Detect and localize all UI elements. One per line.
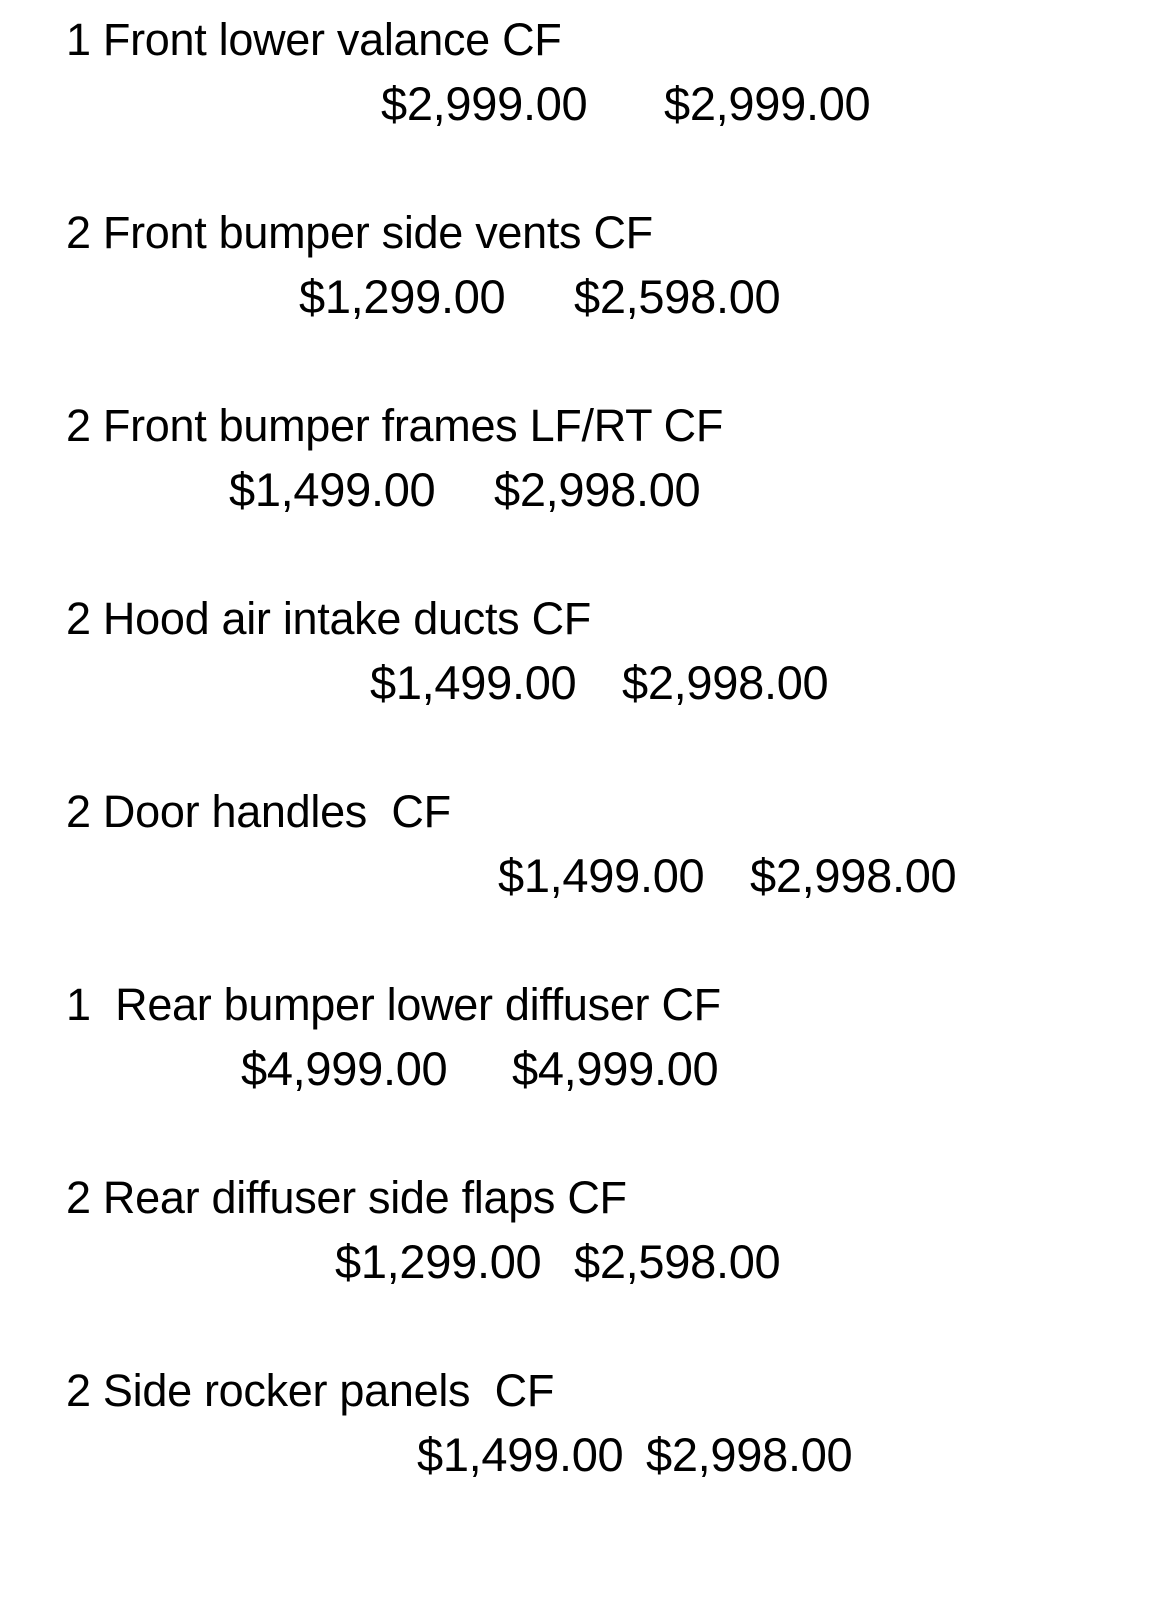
item-total: $2,998.00 <box>646 1428 853 1481</box>
item-description: 1 Front lower valance CF <box>66 14 562 65</box>
item-unit-price: $4,999.00 <box>241 1042 448 1095</box>
item-description: 2 Side rocker panels CF <box>66 1365 555 1416</box>
item-total: $2,598.00 <box>574 1235 781 1288</box>
item-total: $2,998.00 <box>750 849 957 902</box>
item-description: 2 Hood air intake ducts CF <box>66 593 591 644</box>
item-unit-price: $1,499.00 <box>229 463 436 516</box>
item-total: $2,598.00 <box>574 270 781 323</box>
item-total: $4,999.00 <box>512 1042 719 1095</box>
item-unit-price: $1,499.00 <box>498 849 705 902</box>
item-description: 2 Door handles CF <box>66 786 451 837</box>
item-total: $2,999.00 <box>664 77 871 130</box>
item-total: $2,998.00 <box>622 656 829 709</box>
item-unit-price: $1,499.00 <box>370 656 577 709</box>
item-unit-price: $1,499.00 <box>417 1428 624 1481</box>
item-total: $2,998.00 <box>494 463 701 516</box>
item-description: 1 Rear bumper lower diffuser CF <box>66 979 721 1030</box>
item-description: 2 Front bumper frames LF/RT CF <box>66 400 724 451</box>
item-unit-price: $1,299.00 <box>335 1235 542 1288</box>
item-unit-price: $2,999.00 <box>381 77 588 130</box>
item-description: 2 Front bumper side vents CF <box>66 207 653 258</box>
item-unit-price: $1,299.00 <box>299 270 506 323</box>
item-description: 2 Rear diffuser side flaps CF <box>66 1172 627 1223</box>
